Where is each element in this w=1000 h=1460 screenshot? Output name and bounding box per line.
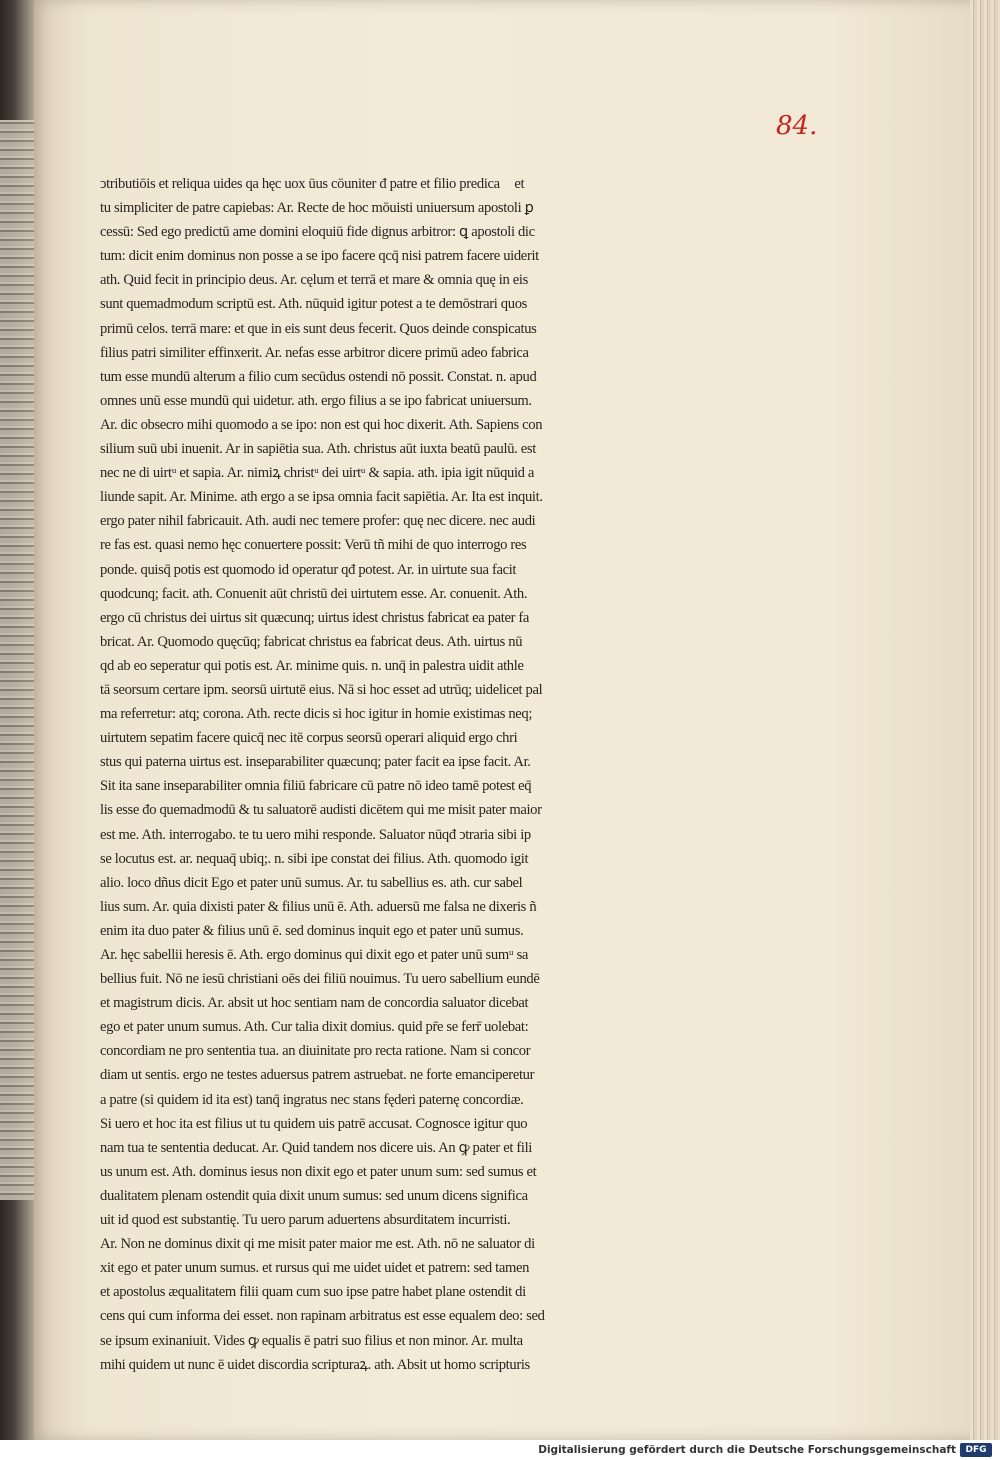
- text-line: ↄtributiōis et reliqua uides qa hęc uox ūus cōuniter đ patre et filio predicaᷓ et: [100, 176, 525, 192]
- text-line: liunde sapit. Ar. Minime. ath ergo a se ipsa omnia facit sapiētia. Ar. Ita est inquit.: [100, 489, 543, 506]
- text-line: ergo cū christus dei uirtus sit quæcunq; uirtus idest christus fabricat ea pater fa: [100, 609, 530, 626]
- text-line: se locutus est. ar. nequaq̄ ubiq;. n. sibi ipe constat dei filius. Ath. quomodo igit: [100, 850, 529, 867]
- text-line: filius patri similiter effinxerit. Ar. nefas esse arbitror dicere primū adeo fabrica: [100, 344, 529, 361]
- text-line: uit id quod est substantię. Tu uero parum aduertens absurditatem incurristi.: [100, 1212, 511, 1229]
- text-line: Sit ita sane inseparabiliter omnia filiū fabricare cū patre nō ideo tamē potest eq̄: [100, 778, 532, 795]
- text-line: nam tua te sententia deducat. Ar. Quid tandem nos dicere uis. An ꝙ pater et fili: [100, 1139, 532, 1156]
- folio-number: 84.: [776, 111, 818, 141]
- text-line: mihi quidem ut nunc ē uidet discordia scripturaꝝ. ath. Absit ut homo scripturis: [100, 1356, 530, 1373]
- text-line: Si uero et hoc ita est filius ut tu quidem uis patrē accusat. Cognosce igitur quo: [100, 1115, 528, 1132]
- text-line: a patre (si quidem id ita est) tanq̄ ingratus nec stans fęderi paternę concordiæ.: [100, 1091, 524, 1108]
- text-line: us unum est. Ath. dominus iesus non dixit ego et pater unum sum: sed sumus et: [100, 1163, 537, 1180]
- text-line: diam ut sentis. ergo ne testes aduersus patrem astruebat. ne forte emanciperetur: [100, 1067, 535, 1084]
- text-line: xit ego et pater unum sumus. et rursus qui me uidet uidet et patrem: sed tamen: [100, 1260, 530, 1277]
- text-line: se ipsum exinaniuit. Vides ꝙ equalis ē patri suo filius et non minor. Ar. multa: [100, 1332, 523, 1349]
- dfg-logo-icon: DFG: [960, 1443, 992, 1457]
- previous-page-edge: [0, 120, 36, 1200]
- text-line: qd ab eo seperatur qui potis est. Ar. minime quis. n. unq̄ in palestra uidit athle: [100, 657, 524, 674]
- text-line: silium suū ubi inuenit. Ar in sapiētia sua. Ath. christus aūt iuxta beatū paulū. est: [100, 441, 536, 458]
- text-line: et magistrum dicis. Ar. absit ut hoc sentiam nam de concordia saluator dicebat: [100, 995, 529, 1012]
- text-line: Ar. dic obsecro mihi quomodo a se ipo: non est qui hoc dixerit. Ath. Sapiens con: [100, 416, 543, 433]
- text-line: primū celos. terrā mare: et que in eis sunt deus fecerit. Quos deinde conspicatus: [100, 320, 537, 337]
- text-line: cessū: Sed ego predictū ame domini eloquiū fide dignus arbitror: ꝗ apostoli dic: [100, 224, 535, 241]
- page-edges: [970, 0, 1000, 1440]
- text-line: re fas est. quasi nemo hęc conuertere possit: Verū tñ mihi de quo interrogo res: [100, 537, 527, 554]
- footer-bar: [0, 1440, 1000, 1460]
- text-line: nec ne di uirtᵘ et sapia. Ar. nimiꝝ christᵘ dei uirtᵘ & sapia. ath. ipia igit nūquid a: [100, 465, 535, 482]
- text-line: stus qui paterna uirtus est. inseparabiliter quæcunq; pater facit ea ipse facit. Ar.: [100, 754, 531, 771]
- text-line: Ar. Non ne dominus dixit qi me misit pater maior me est. Ath. nō ne saluator di: [100, 1236, 535, 1253]
- text-line: tā seorsum certare ipm. seorsū uirtutē eius. Nā si hoc esset ad utrūq; uidelicet pal: [100, 681, 543, 698]
- text-line: ergo pater nihil fabricauit. Ath. audi nec temere profer: quę nec dicere. nec audi: [100, 513, 536, 530]
- text-line: est me. Ath. interrogabo. te tu uero mihi responde. Saluator nūqđ ↄtraria sibi ip: [100, 826, 531, 843]
- text-line: enim ita duo pater & filius unū ē. sed dominus inquit ego et pater unū sumus.: [100, 922, 524, 939]
- text-line: dualitatem plenam ostendit quia dixit unum sumus: sed unum dicens significa: [100, 1187, 528, 1204]
- text-line: sunt quemadmodum scriptū est. Ath. nūquid igitur potest a te demōstrari quos: [100, 296, 527, 313]
- text-line: lius sum. Ar. quia dixisti pater & filius unū ē. Ath. aduersū me falsa ne dixeris ñ: [100, 898, 537, 915]
- text-block: [100, 172, 710, 1377]
- text-line: bricat. Ar. Quomodo quęcūq; fabricat christus ea fabricat deus. Ath. uirtus nū: [100, 633, 523, 650]
- text-line: Ar. hęc sabellii heresis ē. Ath. ergo dominus qui dixit ego et pater unū sumᵘ sa: [100, 947, 529, 963]
- text-line: tum: dicit enim dominus non posse a se ipo facere qcq̄ nisi patrem facere uiderit: [100, 248, 539, 265]
- text-line: alio. loco dñus dicit Ego et pater unū sumus. Ar. tu sabellius es. ath. cur sabel: [100, 874, 523, 891]
- text-line: lis esse đo quemadmodū & tu saluatorē audisti dicētem qui me misit pater maior: [100, 802, 542, 819]
- text-line: tu simpliciter de patre capiebas: Ar. Recte de hoc mōuisti uniuersum apostoli ꝑ: [100, 200, 534, 217]
- text-line: ma referretur: atq; corona. Ath. recte dicis si hoc igitur in homie existimas neq;: [100, 706, 533, 723]
- text-line: ego et pater unum sumus. Ath. Cur talia dixit domius. quid pr̄e se ferr̄ uolebat:: [100, 1019, 529, 1036]
- text-line: bellius fuit. Nō ne iesū christiani oēs dei filiū nouimus. Tu uero sabellium eundē: [100, 971, 540, 988]
- text-line: ath. Quid fecit in principio deus. Ar. cęlum et terrā et mare & omnia quę in eis: [100, 272, 528, 289]
- text-line: tum esse mundū alterum a filio cum secūdus ostendi nō possit. Constat. n. apud: [100, 368, 537, 385]
- text-line: uirtutem sepatim facere quicq̄ nec itē corpus seorsū operari aliquid ergo chri: [100, 730, 518, 747]
- text-line: ponde. quisq̄ potis est quomodo id operatur qđ potest. Ar. in uirtute sua facit: [100, 561, 517, 578]
- text-line: quodcunq; facit. ath. Conuenit aūt christū dei uirtutem esse. Ar. conuenit. Ath.: [100, 585, 528, 602]
- text-line: cens qui cum informa dei esset. non rapinam arbitratus est esse equalem deo: sed: [100, 1308, 545, 1325]
- text-line: et apostolus æqualitatem filii quam cum suo ipse patre habet plane ostendit di: [100, 1284, 526, 1301]
- text-line: omnes unū esse mundū qui uidetur. ath. ergo filius a se ipo fabricat uniuersum.: [100, 392, 532, 409]
- footer-credit: Digitalisierung gefördert durch die Deutsche Forschungsgemeinschaft: [538, 1444, 956, 1456]
- text-line: concordiam ne pro sententia tua. an diuinitate pro recta ratione. Nam si concor: [100, 1043, 531, 1060]
